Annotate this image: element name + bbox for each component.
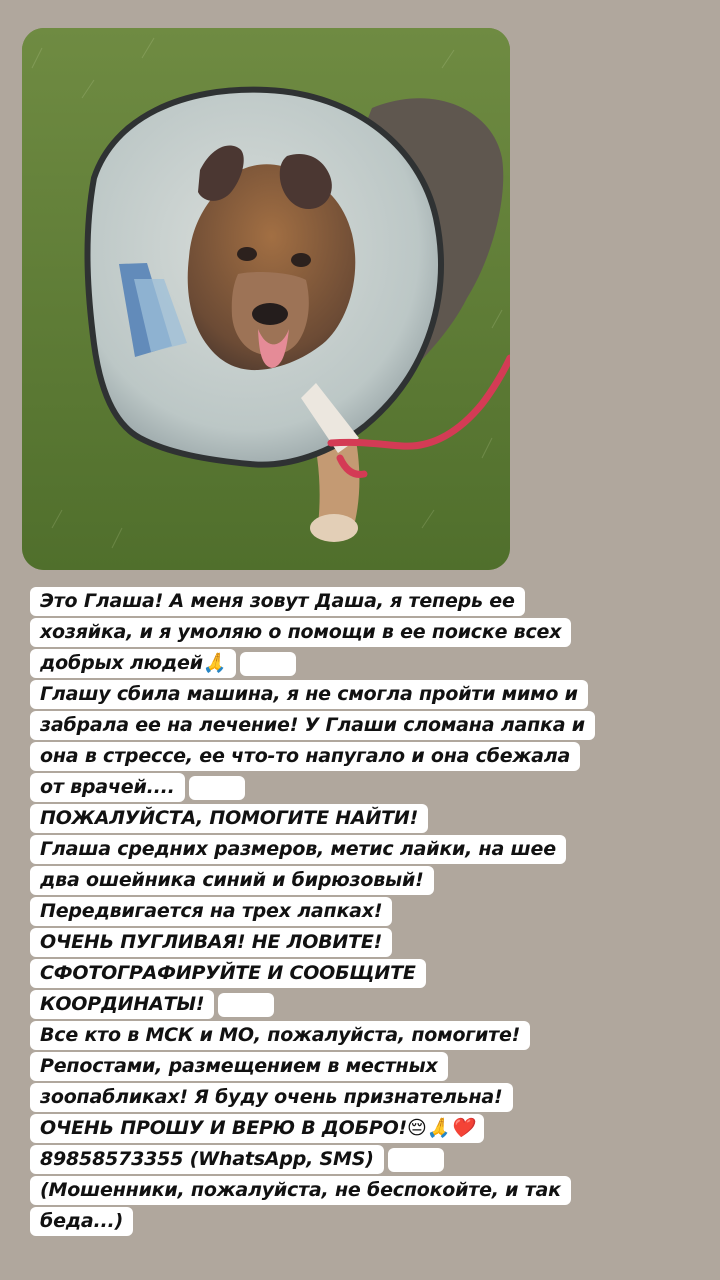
story-line	[30, 680, 690, 709]
story-line	[30, 990, 690, 1019]
story-line	[30, 1114, 690, 1143]
story-text: хозяйка, и я умоляю о помощи в ее поиске всех	[30, 618, 571, 647]
story-line	[30, 649, 690, 678]
story-text: два ошейника синий и бирюзовый!	[30, 866, 434, 895]
story-text: ПОЖАЛУЙСТА, ПОМОГИТЕ НАЙТИ!	[30, 804, 428, 833]
story-line	[30, 742, 690, 771]
story-text: Передвигается на трех лапках!	[30, 897, 392, 926]
story-line	[30, 773, 690, 802]
story-line	[30, 1145, 690, 1174]
story-text: СФОТОГРАФИРУЙТЕ И СООБЩИТЕ	[30, 959, 426, 988]
story-text: беда...)	[30, 1207, 133, 1236]
story-line	[30, 866, 690, 895]
story-text: Репостами, размещением в местных	[30, 1052, 448, 1081]
line-extension	[388, 1148, 444, 1172]
story-line	[30, 1052, 690, 1081]
story-line	[30, 711, 690, 740]
story-text: (Мошенники, пожалуйста, не беспокойте, и так	[30, 1176, 571, 1205]
story-text: она в стрессе, ее что-то напугало и она сбежала	[30, 742, 580, 771]
line-extension	[240, 652, 296, 676]
line-extension	[218, 993, 274, 1017]
story-line	[30, 1083, 690, 1112]
story-line	[30, 928, 690, 957]
dog-photo-illustration	[22, 28, 510, 570]
story-line	[30, 959, 690, 988]
story-text: Глаша средних размеров, метис лайки, на шее	[30, 835, 566, 864]
story-text: забрала ее на лечение! У Глаши сломана лапка и	[30, 711, 595, 740]
story-text: Это Глаша! А меня зовут Даша, я теперь ее	[30, 587, 525, 616]
story-text: зоопабликах! Я буду очень признательна!	[30, 1083, 513, 1112]
line-extension	[189, 776, 245, 800]
story-text: от врачей....	[30, 773, 185, 802]
story-line	[30, 897, 690, 926]
story-text: Глашу сбила машина, я не смогла пройти мимо и	[30, 680, 588, 709]
story-line	[30, 1207, 690, 1236]
story-text: ОЧЕНЬ ПРОШУ И ВЕРЮ В ДОБРО!😔🙏❤️	[30, 1114, 484, 1143]
story-text-block	[30, 587, 690, 1238]
story-line	[30, 587, 690, 616]
story-text: 89858573355 (WhatsApp, SMS)	[30, 1145, 384, 1174]
story-line	[30, 835, 690, 864]
story-text: КООРДИНАТЫ!	[30, 990, 214, 1019]
story-text: добрых людей🙏	[30, 649, 236, 678]
story-line	[30, 618, 690, 647]
story-line	[30, 1021, 690, 1050]
dog-photo	[22, 28, 510, 570]
story-line	[30, 804, 690, 833]
story-text: ОЧЕНЬ ПУГЛИВАЯ! НЕ ЛОВИТЕ!	[30, 928, 392, 957]
story-line	[30, 1176, 690, 1205]
story-text: Все кто в МСК и МО, пожалуйста, помогите!	[30, 1021, 530, 1050]
